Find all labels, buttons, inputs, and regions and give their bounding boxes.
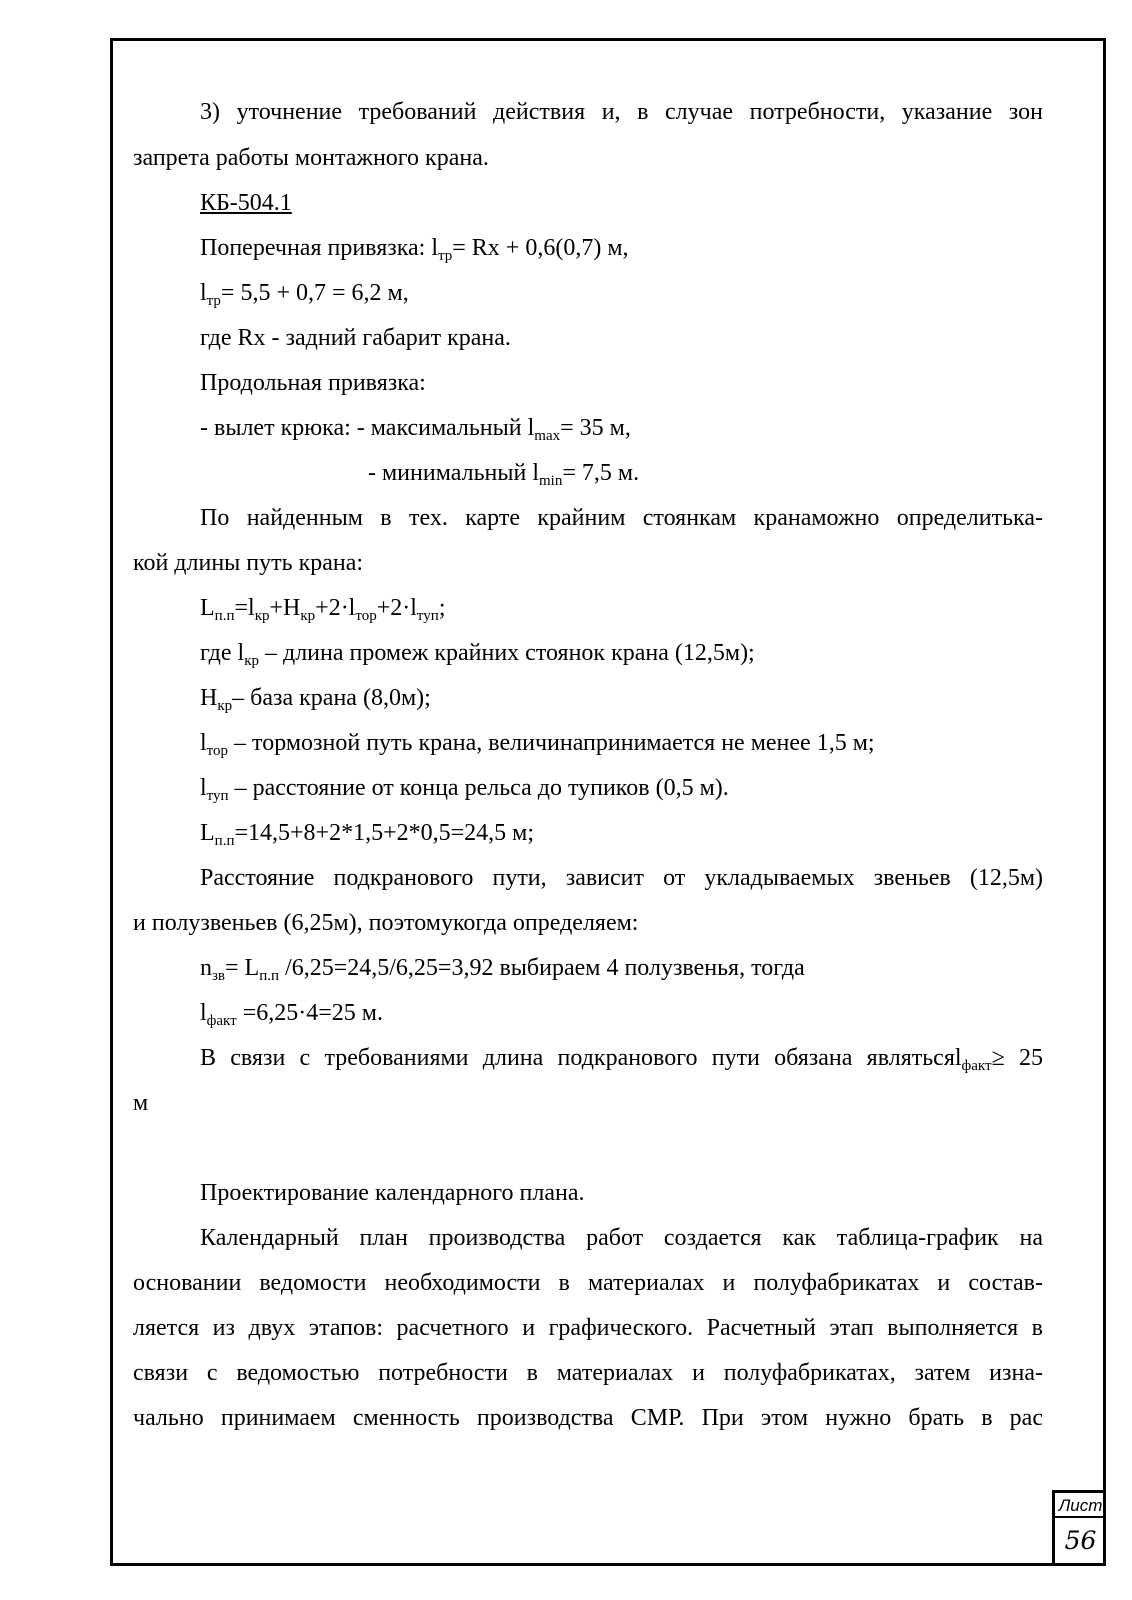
text-span: = L	[225, 955, 260, 981]
text-span: l	[200, 775, 207, 801]
subscript: max	[534, 428, 561, 444]
paragraph-line: кой длины путь крана:	[133, 550, 364, 576]
text-span: = 35 м,	[560, 415, 631, 441]
text-span: = 7,5 м.	[562, 460, 640, 486]
section-heading: Проектирование календарного плана.	[200, 1180, 585, 1206]
text-span: – база крана (8,0м);	[232, 685, 431, 711]
formula-line	[200, 773, 729, 803]
subscript: min	[539, 473, 563, 489]
text-span: – расстояние от конца рельса до тупиков (0,5 м).	[228, 775, 729, 801]
subscript: кр	[217, 698, 233, 714]
subscript: факт	[206, 1013, 237, 1029]
text-span: - вылет крюка: - максимальный l	[200, 415, 535, 441]
crane-model-heading: КБ-504.1	[200, 190, 292, 216]
paragraph-line: Расстояние подкранового пути, зависит от укладываемых звеньев (12,5м)	[200, 865, 1043, 891]
text-span: В связи с требованиями длина подкранового пути обязана являтьсяl	[200, 1045, 962, 1071]
subscript: зв	[212, 968, 226, 984]
text-span: ≥ 25	[991, 1045, 1043, 1071]
text-span: n	[200, 955, 212, 981]
paragraph-line: 3) уточнение требований действия и, в случае потребности, указание зон	[200, 99, 1043, 125]
formula-line: $L_{п.п}=l_{кр}+Н_{кр}+2\cdot l_{тор}+2\cdot l_{туп}$;	[200, 595, 446, 624]
paragraph-line: Календарный план производства работ создается как таблица-график на	[200, 1225, 1043, 1251]
subscript: тр	[438, 248, 453, 264]
formula-line	[368, 458, 639, 488]
text-span: – тормозной путь крана, величинапринимается не менее 1,5 м;	[228, 730, 875, 756]
subscript: тр	[206, 293, 221, 309]
page-number: 56	[1052, 1518, 1106, 1566]
subscript: п.п	[214, 833, 235, 849]
paragraph-line: где Rx - задний габарит крана.	[200, 325, 511, 351]
text-span: - минимальный l	[368, 460, 539, 486]
paragraph-line: Продольная привязка:	[200, 370, 426, 396]
text-span: = Rx + 0,6(0,7) м,	[452, 235, 629, 261]
subscript: туп	[206, 788, 229, 804]
formula-line	[200, 233, 629, 263]
text-span: =6,25·4=25 м.	[236, 1000, 383, 1026]
paragraph-line: чально принимаем сменность производства СМР. При этом нужно брать в рас	[133, 1405, 1043, 1431]
text-span: где l	[200, 640, 245, 666]
formula-line	[200, 818, 534, 848]
text-span: Поперечная привязка: l	[200, 235, 438, 261]
subscript: п.п	[259, 968, 280, 984]
formula-line	[200, 638, 755, 668]
paragraph-line: связи с ведомостью потребности в материалах и полуфабрикатах, затем изна-	[133, 1360, 1043, 1386]
text-span: l	[200, 730, 207, 756]
sheet-stamp	[1052, 1490, 1106, 1566]
text-span: L	[200, 820, 215, 846]
paragraph-line: м	[133, 1090, 149, 1116]
subscript: кр	[244, 653, 259, 669]
paragraph-line: По найденным в тех. карте крайним стоянкам кранаможно определитька-	[200, 505, 1043, 531]
paragraph-line: основании ведомости необходимости в материалах и полуфабрикатах и состав-	[133, 1270, 1043, 1296]
text-span: =14,5+8+2*1,5+2*0,5=24,5 м;	[234, 820, 535, 846]
text-span: l	[200, 1000, 207, 1026]
formula-line	[200, 998, 383, 1028]
formula-line	[200, 1043, 1043, 1073]
text-span: l	[200, 280, 207, 306]
text-span: – длина промеж крайних стоянок крана (12,5м);	[258, 640, 755, 666]
paragraph-line: ляется из двух этапов: расчетного и графического. Расчетный этап выполняется в	[133, 1315, 1043, 1341]
text-span: = 5,5 + 0,7 = 6,2 м,	[220, 280, 409, 306]
text-span: Н	[200, 685, 218, 711]
formula-line	[200, 953, 805, 983]
paragraph-line: и полузвеньев (6,25м), поэтомукогда определяем:	[133, 910, 639, 936]
subscript: факт	[961, 1058, 992, 1074]
formula-line	[200, 683, 431, 713]
formula-line	[200, 728, 875, 758]
subscript: тор	[206, 743, 229, 759]
sheet-label: Лист	[1052, 1490, 1106, 1518]
paragraph-line: запрета работы монтажного крана.	[133, 145, 489, 171]
formula-line	[200, 413, 631, 443]
formula-line	[200, 278, 409, 308]
text-span: /6,25=24,5/6,25=3,92 выбираем 4 полузвенья, тогда	[279, 955, 805, 981]
